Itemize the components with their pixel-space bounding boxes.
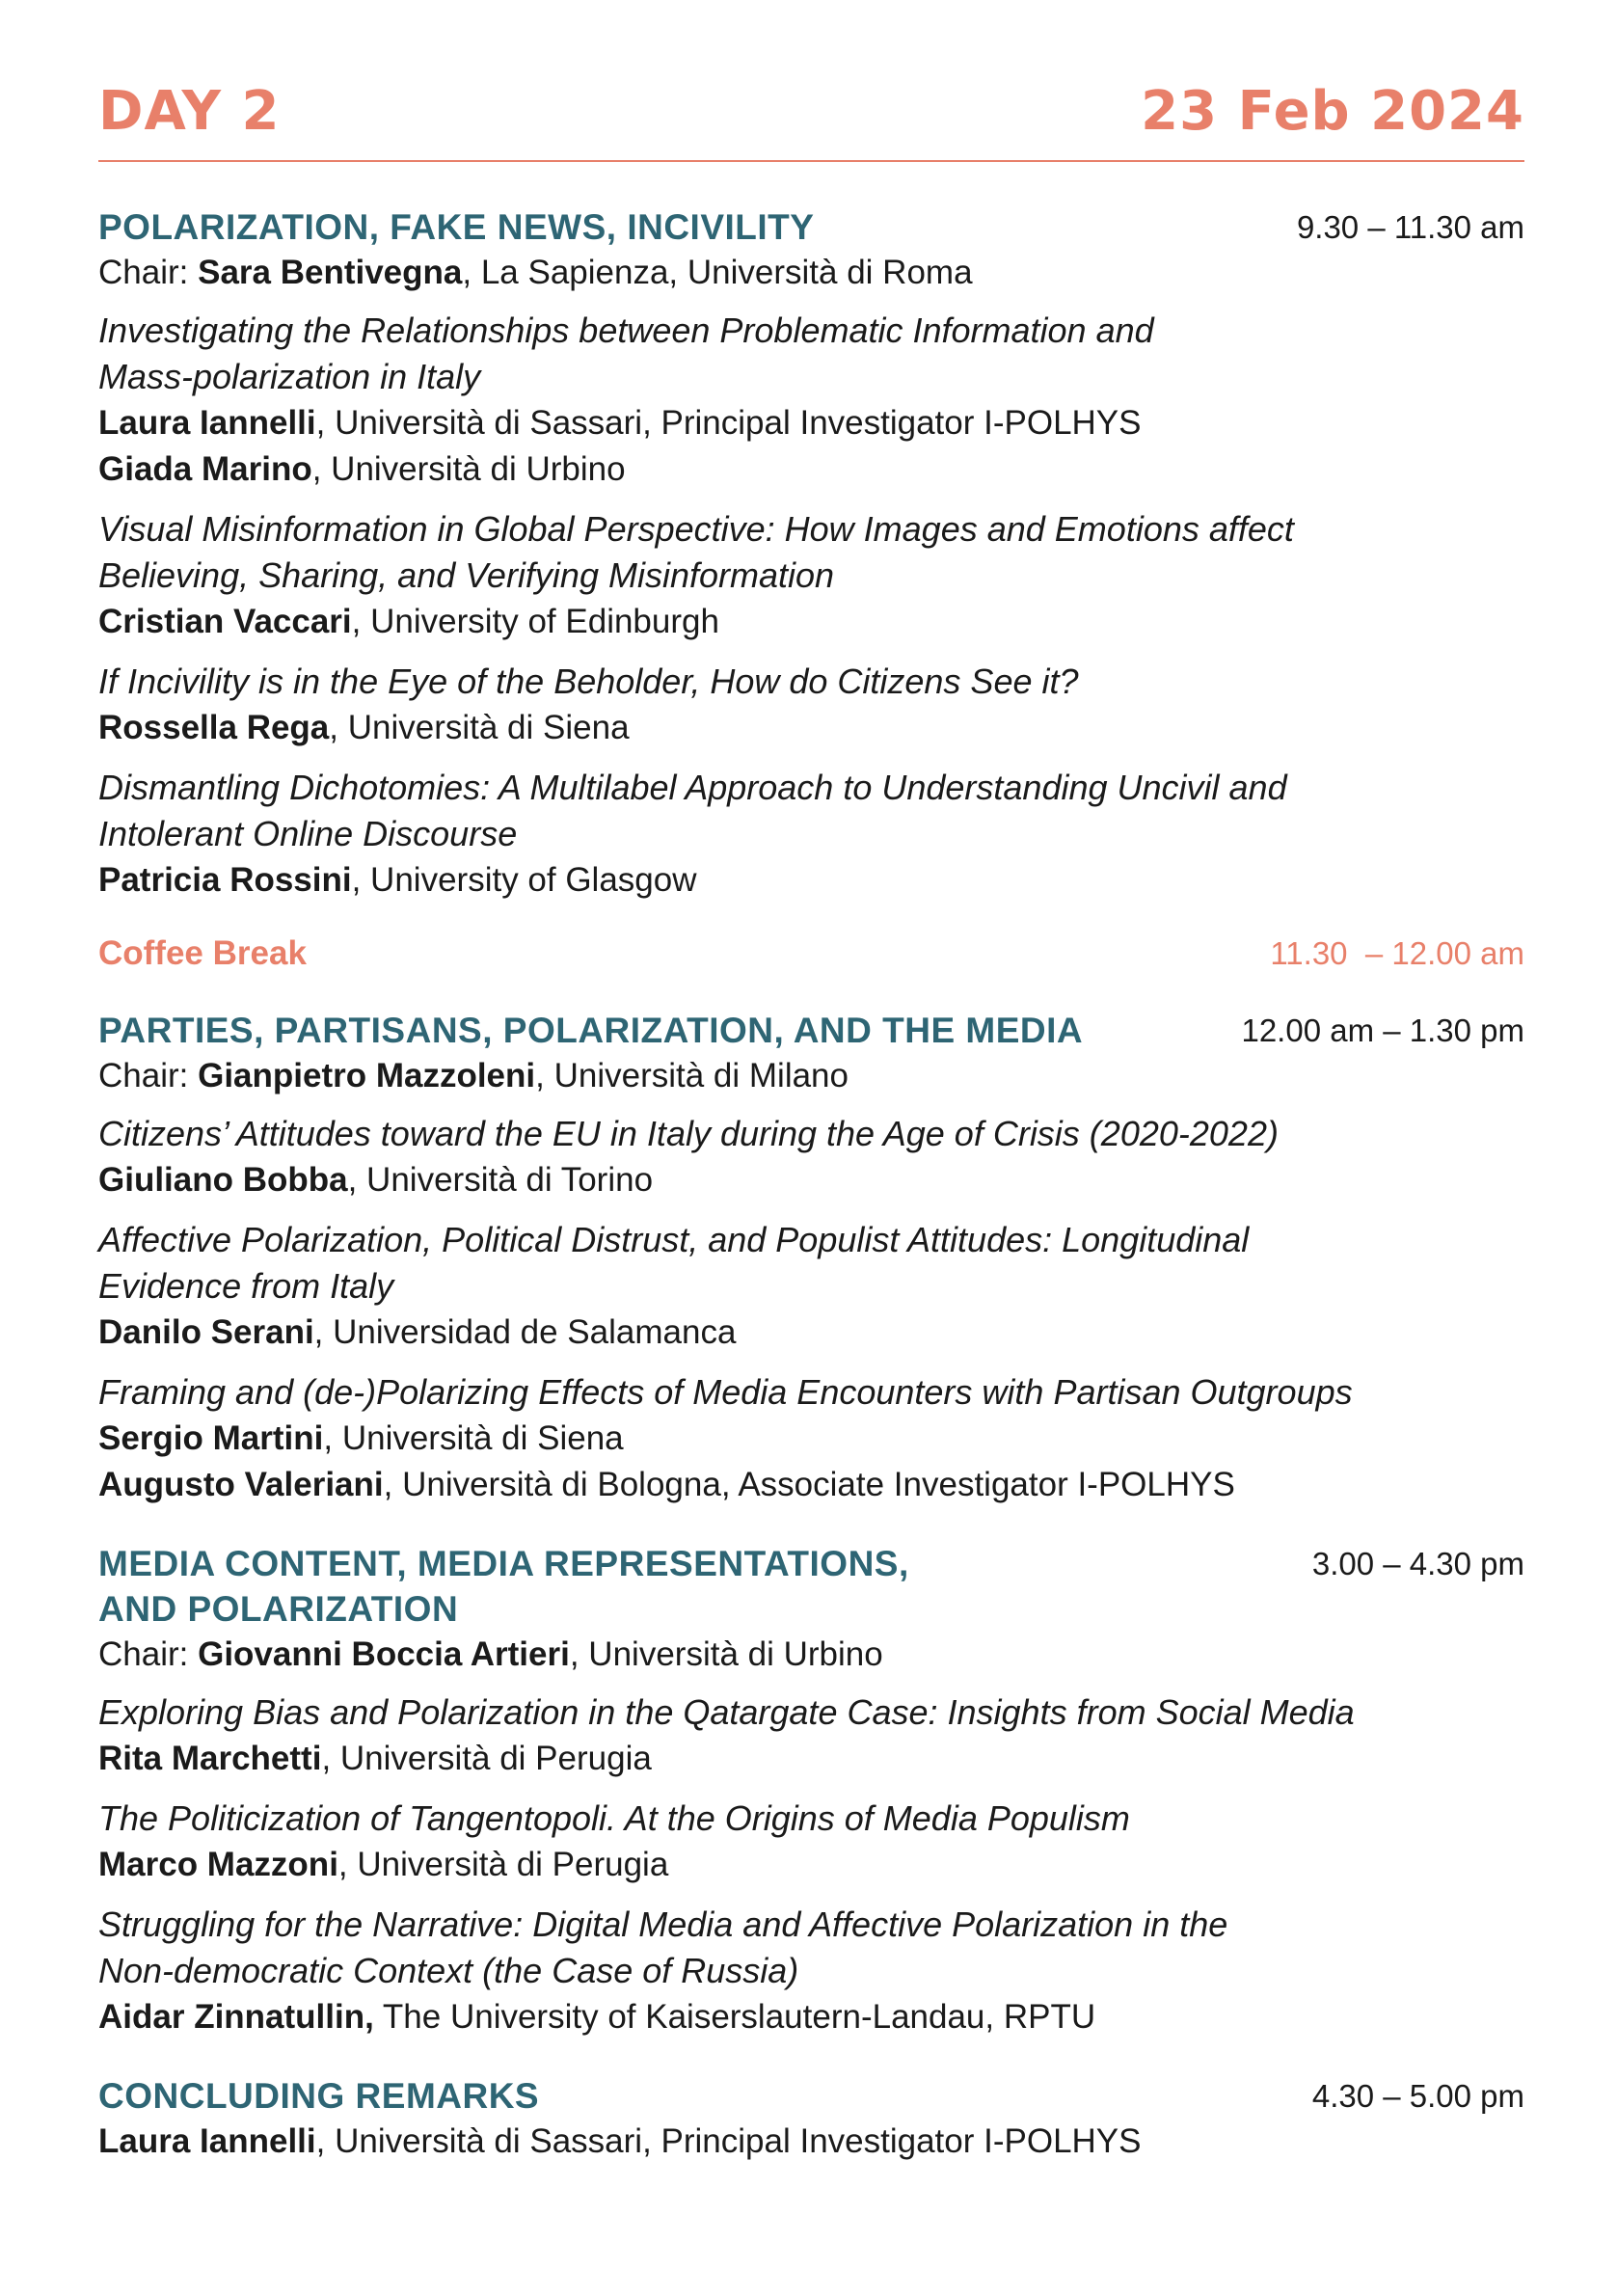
speaker-line <box>98 1157 1524 1203</box>
session-header <box>98 1008 1524 1053</box>
speaker-name: Marco Mazzoni <box>98 1846 338 1883</box>
chair-label: Chair: <box>98 1635 199 1673</box>
speaker-affiliation: , University of Glasgow <box>351 861 697 899</box>
session-header <box>98 204 1524 250</box>
speaker-name: Laura Iannelli <box>98 2122 316 2160</box>
talk-item <box>98 1369 1524 1508</box>
talk-title: If Incivility is in the Eye of the Beholder, How do Citizens See it? <box>98 662 1079 701</box>
chair-affiliation: , Università di Urbino <box>569 1635 883 1673</box>
speaker-name: Giada Marino <box>98 450 312 488</box>
talk-item <box>98 506 1524 645</box>
program-content <box>98 204 1524 2198</box>
speaker-name: Rossella Rega <box>98 709 330 746</box>
session-time: 12.00 am – 1.30 pm <box>1241 1013 1524 1048</box>
session-header <box>98 2073 1524 2119</box>
session-chair <box>98 250 1524 296</box>
speaker-affiliation: The University of Kaiserslautern-Landau, RPTU <box>373 1998 1096 2036</box>
speaker-affiliation: , Universidad de Salamanca <box>313 1313 737 1351</box>
speaker-name: Patricia Rossini <box>98 861 352 899</box>
speaker-line <box>98 857 1524 904</box>
talk-item <box>98 1217 1524 1356</box>
talk-item <box>98 1902 1524 2040</box>
speaker-name: Laura Iannelli <box>98 404 316 442</box>
speaker-line <box>98 705 1524 751</box>
session-title: MEDIA CONTENT, MEDIA REPRESENTATIONS, AND POLARIZATION <box>98 1544 909 1629</box>
speaker-line <box>98 1462 1524 1508</box>
talk-title: The Politicization of Tangentopoli. At the Origins of Media Populism <box>98 1798 1130 1838</box>
coffee-break <box>98 931 1524 977</box>
speaker-name: Sergio Martini <box>98 1419 324 1457</box>
speaker-affiliation: , University of Edinburgh <box>351 603 719 640</box>
session-title: PARTIES, PARTISANS, POLARIZATION, AND THE MEDIA <box>98 1011 1084 1050</box>
chair-name: Sara Bentivegna <box>198 254 463 291</box>
talk-item <box>98 1111 1524 1203</box>
talk-title: Affective Polarization, Political Distrust, and Populist Attitudes: Longitudinal Evidence from Italy <box>98 1220 1250 1306</box>
talk-item <box>98 765 1524 904</box>
speaker-affiliation: , Università di Urbino <box>311 450 626 488</box>
talk-title: Struggling for the Narrative: Digital Media and Affective Polarization in the Non-democratic Context (the Case of Russia) <box>98 1904 1228 1990</box>
speaker-affiliation: , Università di Torino <box>347 1161 654 1199</box>
talk-title: Dismantling Dichotomies: A Multilabel Approach to Understanding Uncivil and Intolerant Online Discourse <box>98 768 1287 853</box>
speaker-line <box>98 1310 1524 1356</box>
session-block <box>98 1541 1524 2040</box>
session-block <box>98 204 1524 904</box>
talk-item <box>98 308 1524 493</box>
talk-title: Framing and (de-)Polarizing Effects of Media Encounters with Partisan Outgroups <box>98 1372 1353 1412</box>
date-label: 23 Feb 2024 <box>1141 80 1524 143</box>
chair-affiliation: , Università di Milano <box>535 1057 849 1094</box>
session-chair <box>98 1632 1524 1678</box>
speaker-line <box>98 2119 1524 2165</box>
session-time: 9.30 – 11.30 am <box>1296 209 1524 245</box>
session-block <box>98 1008 1524 1508</box>
talk-item <box>98 659 1524 751</box>
chair-label: Chair: <box>98 254 199 291</box>
speaker-line <box>98 1416 1524 1462</box>
speaker-affiliation: , Università di Sassari, Principal Investigator I-POLHYS <box>315 404 1142 442</box>
speaker-name: Danilo Serani <box>98 1313 314 1351</box>
talk-title: Visual Misinformation in Global Perspective: How Images and Emotions affect Believing, Sharing, and Verifying Misinformation <box>98 509 1294 595</box>
day-header <box>98 80 1524 162</box>
speaker-line <box>98 1842 1524 1888</box>
chair-label: Chair: <box>98 1057 199 1094</box>
day-label: DAY 2 <box>98 80 281 143</box>
talk-item <box>98 1796 1524 1888</box>
talk-title: Exploring Bias and Polarization in the Qatargate Case: Insights from Social Media <box>98 1692 1355 1732</box>
speaker-line <box>98 599 1524 645</box>
chair-name: Giovanni Boccia Artieri <box>198 1635 570 1673</box>
session-time: 4.30 – 5.00 pm <box>1311 2078 1524 2114</box>
chair-affiliation: , La Sapienza, Università di Roma <box>462 254 973 291</box>
speaker-affiliation: , Università di Bologna, Associate Investigator I-POLHYS <box>383 1466 1235 1503</box>
speaker-name: Augusto Valeriani <box>98 1466 384 1503</box>
session-header <box>98 1541 1524 1632</box>
speaker-affiliation: , Università di Siena <box>323 1419 624 1457</box>
session-title: POLARIZATION, FAKE NEWS, INCIVILITY <box>98 207 815 247</box>
session-block <box>98 2073 1524 2165</box>
speaker-name: Rita Marchetti <box>98 1740 322 1777</box>
talk-item <box>98 1689 1524 1782</box>
speaker-line <box>98 400 1524 446</box>
speaker-name: Cristian Vaccari <box>98 603 352 640</box>
speaker-line <box>98 1994 1524 2040</box>
speaker-name: Aidar Zinnatullin, <box>98 1998 374 2036</box>
speaker-line <box>98 1736 1524 1782</box>
session-time: 3.00 – 4.30 pm <box>1311 1546 1524 1581</box>
coffee-break-time: 11.30 – 12.00 am <box>1270 935 1524 971</box>
session-title: CONCLUDING REMARKS <box>98 2076 540 2116</box>
speaker-affiliation: , Università di Sassari, Principal Investigator I-POLHYS <box>315 2122 1142 2160</box>
session-chair <box>98 1053 1524 1099</box>
talk-title: Investigating the Relationships between Problematic Information and Mass-polarization in Italy <box>98 311 1154 396</box>
speaker-affiliation: , Università di Perugia <box>337 1846 669 1883</box>
chair-name: Gianpietro Mazzoleni <box>198 1057 536 1094</box>
speaker-affiliation: , Università di Perugia <box>321 1740 652 1777</box>
speaker-affiliation: , Università di Siena <box>329 709 630 746</box>
speaker-line <box>98 446 1524 493</box>
speaker-name: Giuliano Bobba <box>98 1161 348 1199</box>
talk-title: Citizens’ Attitudes toward the EU in Italy during the Age of Crisis (2020-2022) <box>98 1114 1279 1153</box>
coffee-break-label: Coffee Break <box>98 934 307 972</box>
